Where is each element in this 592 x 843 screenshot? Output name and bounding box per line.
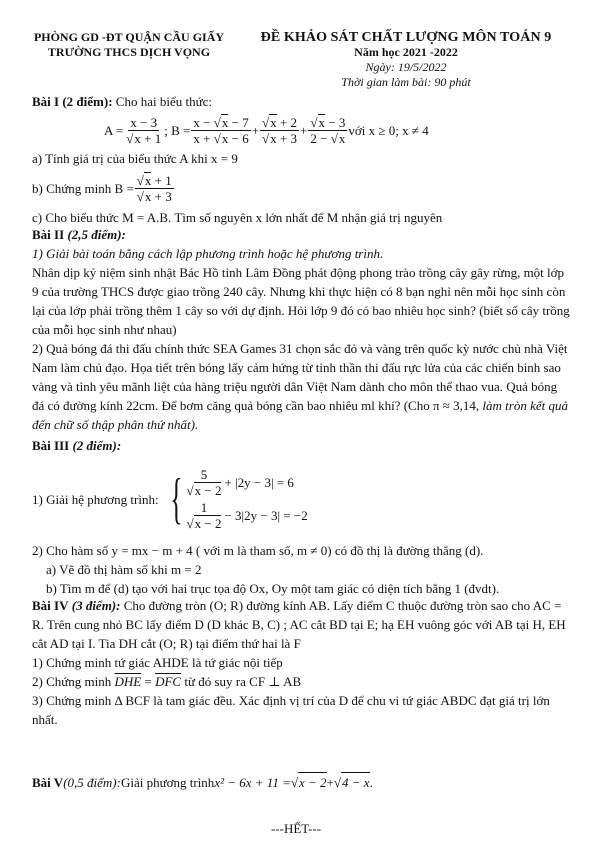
- question-3-2a: a) Vẽ đồ thị hàm số khi m = 2: [46, 562, 202, 577]
- question-4-3: 3) Chứng minh Δ BCF là tam giác đều. Xác định vị trí của D để chu vi tứ giác ABDC đạt giá trị lớn nhất.: [32, 693, 550, 727]
- num-tail: + 1: [151, 172, 172, 188]
- section-4-intro-block: [32, 596, 570, 653]
- question-3-2b: b) Tìm m để (d) tạo với hai trục tọa độ Ox, Oy một tam giác có diện tích bằng 1 (đvdt).: [46, 581, 500, 596]
- section-2: [32, 225, 570, 434]
- den-tail: + 3: [276, 130, 298, 146]
- exam-date: Ngày: 19/5/2022: [365, 60, 447, 74]
- expressions-a-b: [32, 111, 570, 149]
- section-5-text: Giải phương trình: [120, 774, 215, 790]
- header-right: [236, 30, 576, 90]
- plus-sign: +: [300, 122, 308, 138]
- section-3: [32, 436, 570, 598]
- section-4-intro: Cho đường tròn (O; R) đường kính AB. Lấy điểm C thuộc đường tròn sao cho AC = R. Trên cung nhỏ BC lấy điểm D (D khác B, C) ; AC cắt BD tại E; hạ EH vuông góc với AB tại H, EH cắt AD tại I. Tia DH cắt (O; R) tại điểm thứ hai là F: [32, 598, 566, 651]
- question-4-2-text: 2) Chứng minh: [32, 674, 115, 689]
- equation-system-row: [32, 457, 570, 541]
- section-2-title: Bài II: [32, 227, 65, 242]
- radicand: x: [318, 114, 326, 130]
- radicand: x: [270, 114, 277, 130]
- question-3-2: 2) Cho hàm số y = mx − m + 4 ( với m là tham số, m ≠ 0) có đồ thị là đường thẳng (d).: [32, 543, 484, 558]
- expr-a-numerator: x − 3: [130, 114, 158, 130]
- section-2-part-1-title: 1) Giải bài toán bằng cách lập phương trình hoặc hệ phương trình.: [32, 246, 384, 261]
- numerator: √x + 2: [262, 114, 298, 130]
- section-2-part-1-text: Nhân dịp kỷ niệm sinh nhật Bác Hồ tỉnh Lâm Đồng phát động phong trào trồng cây gây rừng, một lớp 9 của trường THCS được giao trồng 240 cây. Nhưng khi thực hiện có 8 bạn nghỉ nên mỗi học sinh còn lại của lớp phải trồng thêm 1 cây so với dự định. Hỏi lớp 9 đó có bao nhiêu học sinh? (biết số cây trồng của mỗi học sinh như nhau): [32, 265, 570, 337]
- equation-tail: − 3|2y − 3| = −2: [224, 508, 308, 523]
- numerator: x − √x − 7: [193, 114, 249, 130]
- section-2-part-2: [32, 339, 570, 434]
- radicand-1: x − 2: [298, 772, 327, 792]
- exam-title: ĐỀ KHẢO SÁT CHẤT LƯỢNG MÔN TOÁN 9: [260, 30, 552, 45]
- denominator: x + √x − 6: [193, 130, 249, 146]
- plus-sign: +: [326, 774, 334, 790]
- expr-a-label: A =: [104, 122, 124, 138]
- question-4-2-tail: từ đó suy ra CF ⊥ AB: [181, 674, 302, 689]
- equals-sign: =: [141, 674, 156, 689]
- denominator: √x − 2: [186, 483, 222, 498]
- denominator: 2 − √x: [310, 130, 346, 146]
- section-5-points: (0,5 điểm):: [63, 774, 121, 790]
- footer-end-mark: ---HẾT---: [270, 821, 322, 836]
- header-left: [24, 30, 234, 60]
- den-pre: x +: [193, 130, 214, 146]
- fraction: [184, 467, 223, 498]
- radicand: x: [221, 114, 229, 130]
- question-1b: [32, 168, 570, 208]
- num-tail: − 7: [228, 114, 249, 130]
- section-2-points: (2,5 điểm):: [64, 227, 126, 242]
- radicand: x − 2: [194, 483, 222, 498]
- section-3-points: (2 điểm):: [69, 438, 122, 453]
- equation-rows: [183, 467, 307, 531]
- den-tail: + 1: [140, 130, 162, 146]
- radicand: x: [221, 130, 229, 146]
- plus-sign: +: [251, 122, 260, 138]
- equation-2: [183, 500, 307, 531]
- section-4-title: Bài IV: [32, 598, 69, 613]
- expr-condition: với x ≥ 0; x ≠ 4: [348, 122, 429, 138]
- denominator: √x + 3: [262, 130, 298, 146]
- question-1c: c) Cho biểu thức M = A.B. Tìm số nguyên x lớn nhất để M nhận giá trị nguyên: [32, 210, 443, 225]
- section-1: [32, 92, 570, 227]
- section-4-points: (3 điểm):: [68, 598, 121, 613]
- denominator: √x + 3: [136, 188, 172, 204]
- radicand: x: [338, 130, 346, 146]
- school-name: TRƯỜNG THCS DỊCH VỌNG: [47, 45, 211, 59]
- section-4: [32, 596, 570, 729]
- numerator: 5: [200, 467, 208, 482]
- section-1-intro: Cho hai biểu thức:: [112, 94, 213, 109]
- equation-system: [163, 467, 308, 531]
- angle-dhe: $\overline{DHE}$: [114, 674, 142, 689]
- den-tail: − 6: [228, 130, 249, 146]
- num-tail: + 2: [276, 114, 298, 130]
- section-5-row: Bài V (0,5 điểm): Giải phương trình x² − 6x + 11 = √ x − 2 + √ 4 − x .: [32, 772, 570, 792]
- radicand: x: [270, 130, 277, 146]
- numerator: √x − 3: [310, 114, 346, 130]
- num-pre: x −: [193, 114, 214, 130]
- section-5-title: Bài V: [32, 774, 64, 790]
- numerator: 1: [200, 500, 208, 515]
- section-1-title: Bài I (2 điểm):: [32, 94, 113, 109]
- expr-b-fraction-2: [260, 115, 299, 146]
- num-tail: − 3: [325, 114, 346, 130]
- period: .: [369, 774, 373, 790]
- radicand-2: 4 − x: [341, 772, 370, 792]
- denominator: √x − 2: [186, 516, 222, 531]
- left-brace-icon: {: [169, 468, 183, 530]
- expr-b-label: ; B =: [164, 122, 191, 138]
- den-pre: 2 −: [310, 130, 331, 146]
- exam-duration: Thời gian làm bài: 90 phút: [341, 75, 471, 89]
- numerator: √x + 1: [136, 172, 172, 188]
- section-5: [32, 772, 570, 792]
- radicand: x: [144, 188, 152, 204]
- question-3-1: 1) Giải hệ phương trình:: [32, 491, 159, 507]
- question-4-1: 1) Chứng minh tứ giác AHDE là tứ giác nội tiếp: [32, 655, 283, 670]
- radicand: x: [134, 130, 141, 146]
- department-name: PHÒNG GD -ĐT QUẬN CẦU GIẤY: [33, 30, 225, 44]
- radicand: x − 2: [194, 516, 222, 531]
- expr-b-fraction-1: [191, 115, 250, 146]
- question-1b-text: b) Chứng minh B =: [32, 180, 134, 196]
- angle-dfc: $\overline{DFC}$: [155, 674, 182, 689]
- expr-a-fraction: [124, 115, 163, 146]
- section-2-part-2-text: 2) Quả bóng đá thi đấu chính thức SEA Games 31 chọn sắc đỏ và vàng trên quốc kỳ nước chủ nhà Việt Nam làm chủ đạo. Họa tiết trên bóng lấy cảm hứng từ tinh thần thi đấu rực lửa của các chiến binh sao vàng và tình yêu mãnh liệt của hàng triệu người dân Việt Nam dành cho môn thể thao vua. Quả bóng đá có đường kính 22cm. Để bơm căng quả bóng cần bao nhiêu ml khí? (Cho π ≈ 3,14,: [32, 341, 568, 413]
- question-4-2: [32, 672, 570, 691]
- section-2-part-2-note: làm tròn kết quả đến chữ số thập phân thứ nhất).: [32, 398, 568, 432]
- expr-b-fraction-3: [308, 115, 347, 146]
- fraction: [184, 500, 223, 531]
- equation-1: [183, 467, 307, 498]
- section-3-title: Bài III: [32, 438, 70, 453]
- den-tail: + 3: [151, 188, 172, 204]
- expr-a-denominator: √x + 1: [126, 130, 162, 146]
- equation-left: x² − 6x + 11 =: [214, 774, 291, 790]
- radicand: x: [144, 172, 152, 188]
- question-1a: a) Tính giá trị của biểu thức A khi x = 9: [32, 151, 238, 166]
- equation-tail: + |2y − 3| = 6: [224, 475, 294, 490]
- question-1b-fraction: [135, 173, 174, 204]
- school-year: Năm học 2021 -2022: [354, 45, 458, 59]
